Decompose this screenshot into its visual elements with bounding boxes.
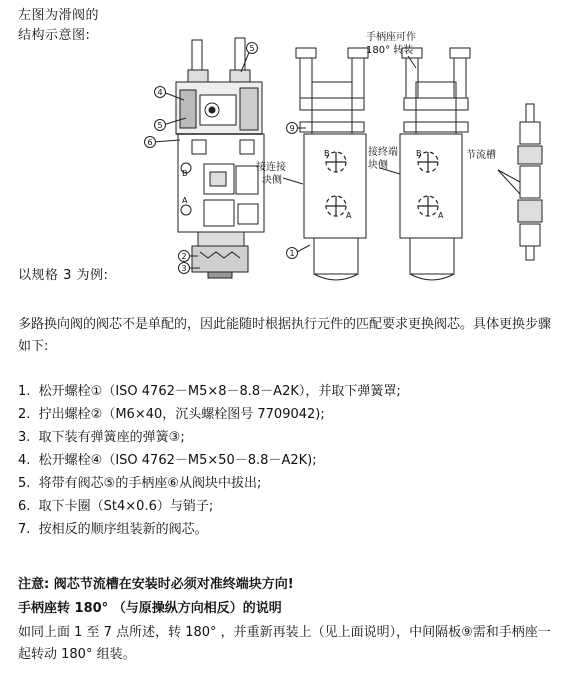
step-item bbox=[18, 449, 558, 472]
step-item bbox=[18, 403, 558, 426]
label-term-side-1: 接终端 bbox=[368, 147, 398, 158]
step-number: 3. bbox=[18, 430, 31, 445]
step-item bbox=[18, 495, 558, 518]
step-text: 按相反的顺序组装新的阀芯。 bbox=[38, 522, 208, 537]
label-conn-side-1: 接连接 bbox=[256, 162, 286, 173]
label-handle-rotate-1: 手柄座可作 bbox=[366, 32, 416, 43]
intro-paragraph: 多路换向阀的阀芯不是单配的，因此能随时根据执行元件的匹配要求更换阀芯。具体更换步骤如下: bbox=[18, 317, 552, 354]
intro-line-1: 左图为滑阀的 bbox=[18, 8, 100, 23]
step-number: 5. bbox=[18, 476, 31, 491]
step-text: 拧出螺栓②（M6×40，沉头螺栓图号 7709042); bbox=[38, 407, 325, 422]
step-number: 2. bbox=[18, 407, 31, 422]
svg-text:2: 2 bbox=[181, 252, 187, 261]
port-a-label: A bbox=[346, 211, 352, 220]
port-b-label-2: B bbox=[416, 149, 422, 158]
svg-text:3: 3 bbox=[181, 264, 187, 273]
step-text: 松开螺栓①（ISO 4762－M5×8－8.8－A2K），并取下弹簧罩; bbox=[38, 384, 401, 399]
step-item bbox=[18, 472, 558, 495]
step-item bbox=[18, 426, 558, 449]
port-a-label-left: A bbox=[182, 196, 188, 205]
view-terminal-side bbox=[400, 48, 470, 280]
step-text: 取下装有弹簧座的弹簧③; bbox=[38, 430, 185, 445]
spec-example: 以规格 3 为例: bbox=[18, 268, 109, 283]
handle-rotation-text: 如同上面 1 至 7 点所述，转 180° ，并重新再装上（见上面说明），中间隔板⑨需和手柄座一起转动 180° 组装。 bbox=[18, 625, 551, 662]
step-text: 取下卡圈（St4×0.6）与销子; bbox=[38, 499, 214, 514]
port-a-label-2: A bbox=[438, 211, 444, 220]
step-number: 4. bbox=[18, 453, 31, 468]
step-number: 7. bbox=[18, 522, 31, 537]
svg-text:9: 9 bbox=[289, 124, 295, 133]
valve-structure-figure bbox=[0, 0, 572, 290]
svg-text:6: 6 bbox=[147, 138, 153, 147]
port-b-label: B bbox=[324, 149, 330, 158]
step-text: 将带有阀芯⑤的手柄座⑥从阀块中拔出; bbox=[38, 476, 262, 491]
svg-text:5: 5 bbox=[249, 44, 255, 53]
step-text: 松开螺栓④（ISO 4762－M5×50－8.8－A2K); bbox=[38, 453, 317, 468]
step-item bbox=[18, 518, 558, 541]
sectional-view bbox=[153, 38, 264, 278]
label-term-side-2: 块侧 bbox=[368, 160, 388, 171]
view-connection-side bbox=[296, 48, 368, 280]
label-conn-side-2: 块侧 bbox=[262, 175, 282, 186]
label-throttle: 节流槽 bbox=[466, 150, 496, 161]
handle-rotation-heading: 手柄座转 180° （与原操纵方向相反）的说明 bbox=[18, 601, 282, 616]
svg-text:4: 4 bbox=[157, 88, 163, 97]
svg-text:1: 1 bbox=[289, 249, 295, 258]
step-number: 6. bbox=[18, 499, 31, 514]
spool-view bbox=[498, 104, 542, 260]
svg-text:5: 5 bbox=[157, 121, 163, 130]
label-handle-rotate-2: 180° 转装 bbox=[366, 45, 414, 56]
step-item bbox=[18, 380, 558, 403]
step-number: 1. bbox=[18, 384, 31, 399]
port-b-label-left: B bbox=[182, 169, 188, 178]
note-warning: 注意: 阀芯节流槽在安装时必须对准终端块方向! bbox=[18, 577, 294, 592]
steps-list bbox=[18, 380, 558, 541]
intro-line-2: 结构示意图: bbox=[18, 28, 91, 43]
